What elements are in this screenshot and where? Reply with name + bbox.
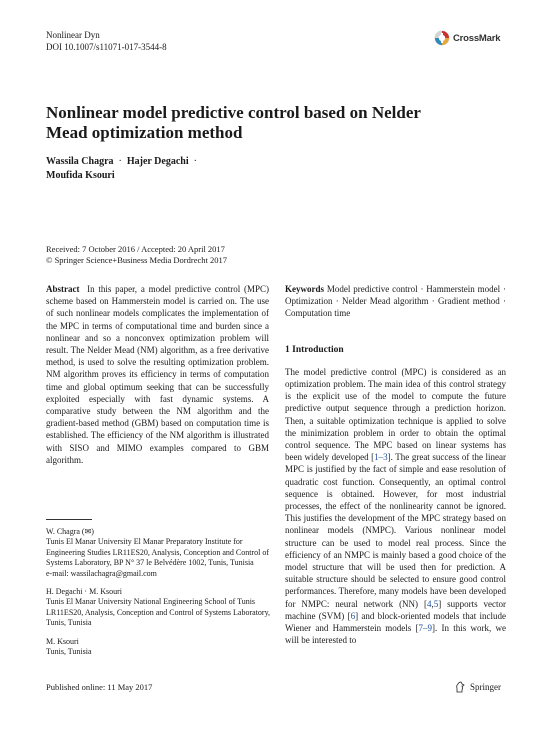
journal-header bbox=[46, 29, 167, 53]
affiliations bbox=[46, 527, 271, 665]
affiliation-block bbox=[46, 637, 271, 658]
affiliation-author: W. Chagra (✉) bbox=[46, 527, 94, 536]
affiliation-block bbox=[46, 587, 271, 629]
citation-link[interactable]: 7–9 bbox=[418, 623, 433, 634]
affiliation-institution: Tunis El Manar University El Manar Preparatory Institute for Engineering Studies LR11ES20, Analysis, Conception and Control of Systems Laboratory, BP N° 37 le Belvédère 1002, Tunis, Tunisia bbox=[46, 537, 270, 568]
citation-link[interactable]: 1–3 bbox=[374, 452, 388, 463]
crossmark-icon bbox=[434, 30, 450, 46]
right-column bbox=[285, 283, 506, 646]
publisher-logo[interactable] bbox=[454, 681, 501, 693]
section-heading: 1 Introduction bbox=[285, 344, 344, 355]
article-history bbox=[46, 244, 227, 266]
crossmark-badge[interactable] bbox=[434, 28, 506, 48]
keywords-label: Keywords bbox=[285, 284, 324, 294]
springer-horse-icon bbox=[454, 681, 466, 693]
copyright: © Springer Science+Business Media Dordrecht 2017 bbox=[46, 255, 227, 265]
keywords-text: Model predictive control · Hammerstein model · Optimization · Nelder Mead algorithm · Gradient method · Computation time bbox=[285, 284, 507, 319]
author-list bbox=[46, 155, 346, 183]
affiliation-institution: Tunis El Manar University National Engineering School of Tunis LR11ES20, Analysis, Conception and Control of Systems Laboratory, Tunis, Tunisia bbox=[46, 597, 271, 628]
author-name[interactable]: Hajer Degachi bbox=[126, 156, 189, 167]
publisher-name: Springer bbox=[470, 682, 501, 692]
author-name[interactable]: Moufida Ksouri bbox=[46, 170, 115, 181]
author-separator: · bbox=[193, 156, 197, 167]
crossmark-label: CrossMark bbox=[453, 32, 501, 44]
paper-title: Nonlinear model predictive control based on Nelder Mead optimization method bbox=[46, 103, 421, 142]
affiliation-institution: Tunis, Tunisia bbox=[46, 647, 92, 657]
abstract bbox=[46, 283, 269, 466]
abstract-text: In this paper, a model predictive control (MPC) scheme based on Hammerstein model is carried on. The use of such nonlinear models complicates the implementation of the MPC in terms of computational time and burden since a nonlinear and so a nonconvex optimization problem will result. The Nelder Mead (NM) algorithm, as a free derivative method, is used to solve the resulting optimization problem. NM algorithm proves its efficiency in terms of computation time and global optimum seeking that can be successfully exploited especially with fast dynamic systems. A comparative study between the NM algorithm and the gradient-based method (GBM) based on computation time is established. The efficiency of the NM algorithm is illustrated with SISO and MIMO examples compared to GBM algorithm. bbox=[46, 284, 269, 465]
doi[interactable]: DOI 10.1007/s11071-017-3544-8 bbox=[46, 42, 167, 52]
author-name[interactable]: Wassila Chagra bbox=[46, 156, 114, 167]
intro-paragraph: The model predictive control (MPC) is considered as an optimization problem. The main idea of this control strategy is the explicit use of the model to compute the future predictive output sequence through a prediction horizon. Then, a suitable optimization technique is applied to solve the minimization problem in order to obtain the optimal control sequence. The MPC based on linear systems has been widely developed [1–3]. The great success of the linear MPC is justified by the fact of simple and ease resolution of quadratic cost function. Consequently, an optimal control sequence is obtained. However, for most industrial processes, the effect of the nonlinearity cannot be ignored. This justifies the development of the MPC strategy based on nonlinear models (NMPC). Various nonlinear model structure can be used to model real process. Since the efficiency of an NMPC is mainly based a good choice of the model structure that will be used then for prediction. A suitable structure should be selected to ensure good control performances. Therefore, many models have been developed for NMPC: neural network (NN) [4,5] supports vector machine (SVM) [6] and block-oriented models that include Wiener and Hammerstein models [7–9]. In this work, we will be interested to bbox=[285, 366, 506, 646]
keywords bbox=[285, 283, 506, 320]
affiliation-author: M. Ksouri bbox=[46, 636, 79, 646]
affiliation-author: H. Degachi · M. Ksouri bbox=[46, 587, 122, 597]
received-date: Received: 7 October 2016 / Accepted: 20 April 2017 bbox=[46, 244, 225, 254]
abstract-label: Abstract bbox=[46, 284, 80, 294]
footnote-rule bbox=[46, 519, 92, 520]
citation-link[interactable]: 5 bbox=[433, 598, 439, 609]
citation-link[interactable]: 6 bbox=[350, 610, 356, 621]
journal-name: Nonlinear Dyn bbox=[46, 30, 100, 40]
affiliation-email[interactable]: e-mail: wassilachagra@gmail.com bbox=[46, 568, 157, 578]
author-separator: · bbox=[118, 156, 122, 167]
affiliation-block bbox=[46, 527, 271, 579]
published-date: Published online: 11 May 2017 bbox=[46, 682, 153, 692]
citation-link[interactable]: 4 bbox=[426, 598, 432, 609]
